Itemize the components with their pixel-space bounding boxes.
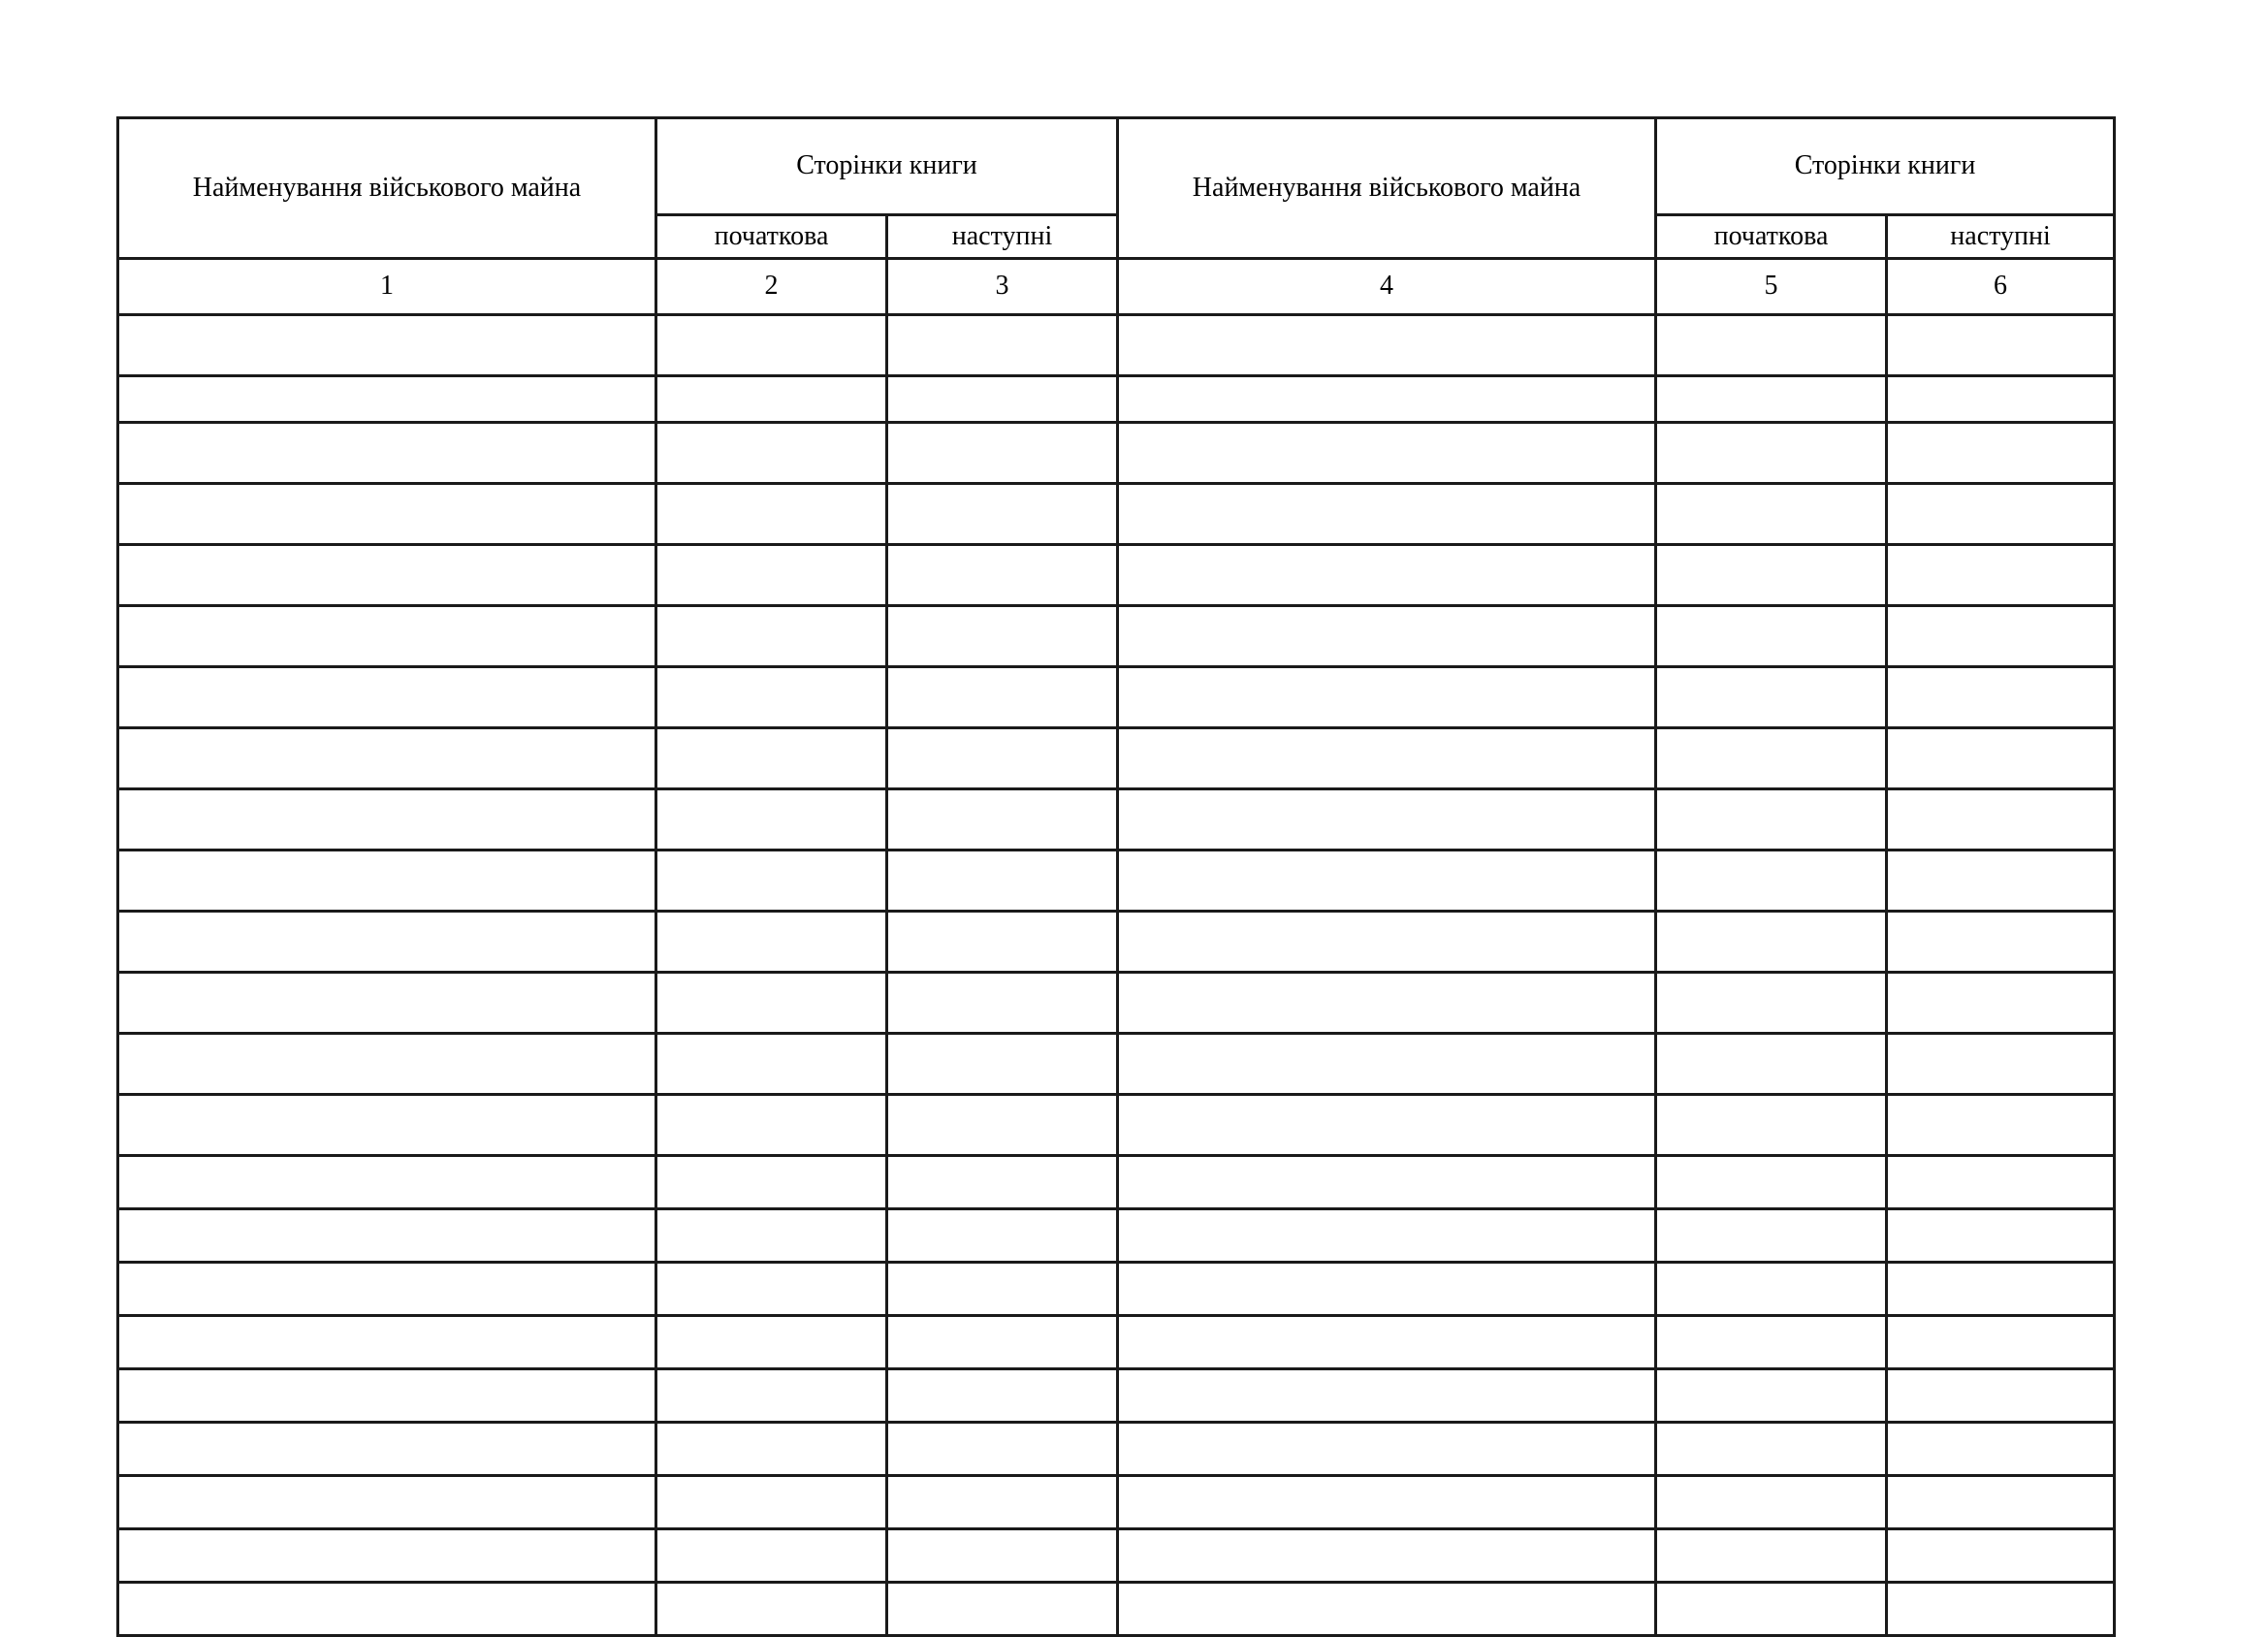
table-cell	[1118, 1209, 1656, 1263]
table-cell	[1118, 315, 1656, 376]
table-cell	[1887, 851, 2115, 912]
table-row	[118, 1476, 2115, 1529]
table-cell	[1118, 484, 1656, 545]
table-cell	[1656, 1476, 1887, 1529]
table-cell	[1656, 606, 1887, 667]
table-cell	[118, 1529, 656, 1583]
table-cell	[656, 912, 887, 973]
table-cell	[1118, 545, 1656, 606]
table-cell	[656, 1316, 887, 1369]
table-cell	[656, 1156, 887, 1209]
header-label-pages-right: Сторінки книги	[1794, 150, 1976, 181]
table-cell	[118, 606, 656, 667]
column-number-1: 1	[118, 259, 656, 315]
table-cell	[1656, 1263, 1887, 1316]
table-row	[118, 789, 2115, 851]
table-cell	[1887, 1034, 2115, 1095]
table-cell	[118, 315, 656, 376]
header-label-name-left: Найменування військового майна	[192, 172, 582, 203]
table-cell	[1118, 606, 1656, 667]
table-cell	[1656, 1423, 1887, 1476]
table-cell	[1118, 1583, 1656, 1636]
table-cell	[1887, 912, 2115, 973]
table-cell	[1118, 423, 1656, 484]
table-row	[118, 973, 2115, 1034]
table-cell	[656, 1209, 887, 1263]
table-row	[118, 851, 2115, 912]
table-cell	[1118, 1316, 1656, 1369]
table-cell	[118, 484, 656, 545]
table-cell	[118, 728, 656, 789]
header-cell-name-right	[1118, 118, 1656, 259]
table-cell	[887, 1209, 1118, 1263]
table-cell	[887, 973, 1118, 1034]
table-row	[118, 1316, 2115, 1369]
table-cell	[1887, 1095, 2115, 1156]
table-cell	[656, 667, 887, 728]
property-register-table	[116, 116, 2116, 1637]
table-cell	[118, 1476, 656, 1529]
table-cell	[1656, 1034, 1887, 1095]
table-cell	[656, 1476, 887, 1529]
column-number-2: 2	[656, 259, 887, 315]
table-cell	[1887, 484, 2115, 545]
table-cell	[887, 667, 1118, 728]
table-cell	[118, 1263, 656, 1316]
table-row	[118, 376, 2115, 423]
header-cell-pages-left	[656, 118, 1118, 215]
table-cell	[1887, 728, 2115, 789]
table-cell	[887, 1316, 1118, 1369]
header-label-name-right: Найменування військового майна	[1192, 172, 1581, 203]
table-row	[118, 1369, 2115, 1423]
table-cell	[1118, 1423, 1656, 1476]
table-cell	[118, 1423, 656, 1476]
table-cell	[118, 1209, 656, 1263]
table-cell	[118, 1095, 656, 1156]
table-cell	[656, 1034, 887, 1095]
table-cell	[1656, 1156, 1887, 1209]
table-cell	[656, 1369, 887, 1423]
table-cell	[1887, 667, 2115, 728]
table-cell	[1887, 1263, 2115, 1316]
table-cell	[118, 376, 656, 423]
table-row	[118, 423, 2115, 484]
table-row	[118, 1095, 2115, 1156]
table-cell	[656, 973, 887, 1034]
table-cell	[1887, 606, 2115, 667]
table-cell	[1887, 376, 2115, 423]
table-cell	[1656, 1583, 1887, 1636]
table-cell	[1656, 423, 1887, 484]
table-cell	[656, 606, 887, 667]
header-row-top	[118, 118, 2115, 215]
table-cell	[1887, 1316, 2115, 1369]
table-cell	[887, 376, 1118, 423]
table-cell	[118, 423, 656, 484]
table-cell	[1656, 851, 1887, 912]
table-cell	[1656, 1529, 1887, 1583]
table-cell	[887, 606, 1118, 667]
table-cell	[118, 789, 656, 851]
table-cell	[1887, 315, 2115, 376]
table-row	[118, 667, 2115, 728]
header-cell-initial-right: початкова	[1656, 215, 1887, 259]
table-cell	[887, 1034, 1118, 1095]
table-row	[118, 1423, 2115, 1476]
table-cell	[887, 728, 1118, 789]
table-cell	[1118, 1369, 1656, 1423]
table-cell	[1887, 789, 2115, 851]
table-row	[118, 545, 2115, 606]
table-row	[118, 1529, 2115, 1583]
table-row	[118, 912, 2115, 973]
table-cell	[1887, 1369, 2115, 1423]
table-cell	[1656, 973, 1887, 1034]
table-cell	[656, 423, 887, 484]
column-number-5: 5	[1656, 259, 1887, 315]
table-cell	[1656, 545, 1887, 606]
table-cell	[118, 667, 656, 728]
table-cell	[1656, 1095, 1887, 1156]
table-cell	[1118, 376, 1656, 423]
table-cell	[118, 1369, 656, 1423]
table-cell	[887, 912, 1118, 973]
table-cell	[1656, 789, 1887, 851]
table-cell	[118, 1156, 656, 1209]
table-cell	[1656, 1369, 1887, 1423]
table-cell	[1118, 728, 1656, 789]
table-cell	[1656, 667, 1887, 728]
table-cell	[1118, 1034, 1656, 1095]
table-cell	[1656, 728, 1887, 789]
table-cell	[887, 423, 1118, 484]
table-cell	[118, 545, 656, 606]
table-cell	[656, 1423, 887, 1476]
table-cell	[1118, 1156, 1656, 1209]
table-cell	[887, 545, 1118, 606]
table-cell	[1118, 789, 1656, 851]
table-cell	[887, 789, 1118, 851]
table-cell	[656, 1529, 887, 1583]
table-cell	[656, 789, 887, 851]
table-cell	[887, 1263, 1118, 1316]
table-cell	[118, 1034, 656, 1095]
table-row	[118, 1156, 2115, 1209]
table-cell	[1118, 912, 1656, 973]
table-row	[118, 1209, 2115, 1263]
table-row	[118, 1034, 2115, 1095]
table-row	[118, 484, 2115, 545]
header-cell-pages-right	[1656, 118, 2115, 215]
table-cell	[1656, 1209, 1887, 1263]
table-cell	[656, 1583, 887, 1636]
table-cell	[1118, 1476, 1656, 1529]
table-cell	[118, 851, 656, 912]
table-cell	[1887, 1209, 2115, 1263]
table-cell	[1118, 851, 1656, 912]
table-row	[118, 1263, 2115, 1316]
table-cell	[1887, 545, 2115, 606]
table-cell	[887, 851, 1118, 912]
table-cell	[1887, 973, 2115, 1034]
column-number-row	[118, 259, 2115, 315]
table-cell	[887, 1156, 1118, 1209]
table-cell	[1887, 1476, 2115, 1529]
table-cell	[1118, 667, 1656, 728]
table-cell	[1656, 912, 1887, 973]
table-cell	[1656, 376, 1887, 423]
table-cell	[656, 376, 887, 423]
table-row	[118, 606, 2115, 667]
table-cell	[656, 728, 887, 789]
table-cell	[1118, 1529, 1656, 1583]
table-cell	[1887, 1156, 2115, 1209]
header-cell-next-right: наступні	[1887, 215, 2115, 259]
table-cell	[1887, 1529, 2115, 1583]
header-cell-next-left: наступні	[887, 215, 1118, 259]
table-cell	[887, 1529, 1118, 1583]
table-cell	[1887, 1423, 2115, 1476]
table-row	[118, 1583, 2115, 1636]
table-row	[118, 728, 2115, 789]
table-cell	[656, 484, 887, 545]
column-number-4: 4	[1118, 259, 1656, 315]
table-cell	[656, 545, 887, 606]
table-cell	[887, 1095, 1118, 1156]
table-cell	[118, 1316, 656, 1369]
table-cell	[656, 851, 887, 912]
table-cell	[887, 1423, 1118, 1476]
table-cell	[1118, 1095, 1656, 1156]
column-number-3: 3	[887, 259, 1118, 315]
table-cell	[1118, 1263, 1656, 1316]
table-cell	[1887, 1583, 2115, 1636]
table-cell	[1887, 423, 2115, 484]
table-cell	[656, 315, 887, 376]
table-cell	[1656, 1316, 1887, 1369]
table-cell	[118, 1583, 656, 1636]
table-cell	[1656, 315, 1887, 376]
table-cell	[118, 973, 656, 1034]
table-cell	[887, 1583, 1118, 1636]
table-cell	[1656, 484, 1887, 545]
header-label-pages-left: Сторінки книги	[796, 150, 977, 181]
table-cell	[887, 1476, 1118, 1529]
table-row	[118, 315, 2115, 376]
table-cell	[1118, 973, 1656, 1034]
table-cell	[118, 912, 656, 973]
header-cell-name-left	[118, 118, 656, 259]
table-cell	[887, 315, 1118, 376]
column-number-6: 6	[1887, 259, 2115, 315]
table-cell	[887, 1369, 1118, 1423]
table-cell	[656, 1263, 887, 1316]
table-cell	[887, 484, 1118, 545]
table-cell	[656, 1095, 887, 1156]
header-cell-initial-left: початкова	[656, 215, 887, 259]
